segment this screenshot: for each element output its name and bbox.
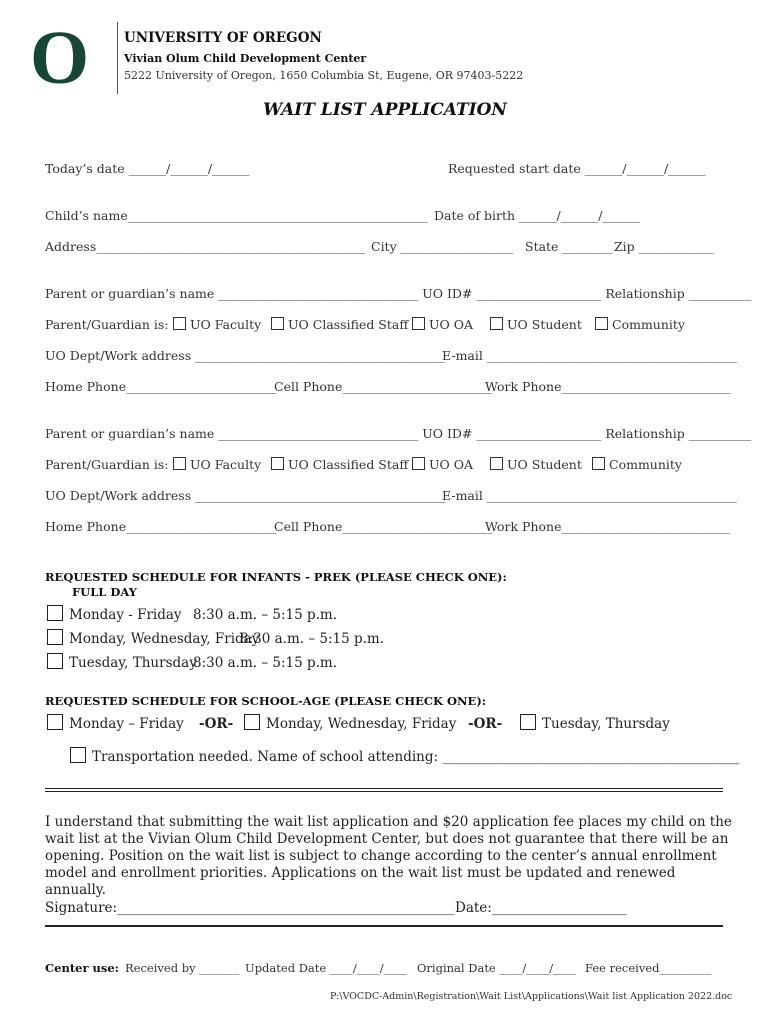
todays-date-field[interactable]: Today’s date ______/______/______ bbox=[45, 161, 250, 176]
school-option-mwf[interactable]: Monday, Wednesday, Friday bbox=[244, 714, 456, 732]
checkbox-icon[interactable] bbox=[490, 317, 503, 330]
infant-option-mon-fri[interactable]: Monday - Friday bbox=[47, 605, 182, 623]
checkbox-icon[interactable] bbox=[490, 457, 503, 470]
center-name: Vivian Olum Child Development Center bbox=[124, 52, 367, 65]
updated-date-field[interactable]: Updated Date ____/____/____ bbox=[245, 961, 407, 975]
guardian2-dept-field[interactable]: UO Dept/Work address ________________________________________ bbox=[45, 488, 446, 503]
guardian1-cell-phone-field[interactable]: Cell Phone________________________ bbox=[274, 379, 493, 394]
checkbox-icon[interactable] bbox=[595, 317, 608, 330]
guardian1-dept-field[interactable]: UO Dept/Work address ________________________________________ bbox=[45, 348, 446, 363]
guardian1-opt-community[interactable]: Community bbox=[595, 317, 685, 332]
acknowledgement-statement: I understand that submitting the wait list application and $20 application fee places my child on the wait list at the Vivian Olum Child Development Center, but does not guarantee that there will be an opening. Position on the wait list is subject to change according to the center’s annual enrollment model and enrollment priorities. Applications on the wait list must be updated and renewed annually. bbox=[45, 814, 732, 898]
checkbox-icon[interactable] bbox=[70, 747, 86, 763]
checkbox-icon[interactable] bbox=[47, 629, 63, 645]
checkbox-icon[interactable] bbox=[47, 714, 63, 730]
school-option-mon-fri[interactable]: Monday – Friday bbox=[47, 714, 184, 732]
infant-schedule-subheading: FULL DAY bbox=[72, 585, 137, 599]
university-name: UNIVERSITY OF OREGON bbox=[124, 30, 322, 46]
form-title: WAIT LIST APPLICATION bbox=[263, 100, 507, 120]
or-separator-2: -OR- bbox=[468, 716, 503, 732]
guardian2-name-field[interactable]: Parent or guardian’s name ________________________________ UO ID# ____________________ Relationship __________ bbox=[45, 426, 752, 441]
guardian1-work-phone-field[interactable]: Work Phone___________________________ bbox=[485, 379, 731, 394]
date-of-birth-field[interactable]: Date of birth ______/______/______ bbox=[434, 208, 640, 223]
checkbox-icon[interactable] bbox=[244, 714, 260, 730]
center-address: 5222 University of Oregon, 1650 Columbia St, Eugene, OR 97403-5222 bbox=[124, 69, 524, 82]
checkbox-icon[interactable] bbox=[173, 457, 186, 470]
school-option-tth[interactable]: Tuesday, Thursday bbox=[520, 714, 670, 732]
guardian1-opt-faculty[interactable]: UO Faculty bbox=[173, 317, 261, 332]
signature-date-field[interactable]: Date:____________________ bbox=[455, 900, 627, 916]
checkbox-icon[interactable] bbox=[412, 317, 425, 330]
checkbox-icon[interactable] bbox=[271, 317, 284, 330]
guardian1-status-label: Parent/Guardian is: bbox=[45, 317, 169, 332]
footer-divider bbox=[45, 925, 723, 927]
guardian1-email-field[interactable]: E-mail ________________________________________ bbox=[442, 348, 737, 363]
or-separator-1: -OR- bbox=[199, 716, 234, 732]
requested-start-field[interactable]: Requested start date ______/______/______ bbox=[448, 161, 706, 176]
city-field[interactable]: City __________________ bbox=[371, 239, 514, 254]
checkbox-icon[interactable] bbox=[412, 457, 425, 470]
child-name-field[interactable]: Child’s name________________________________________________ bbox=[45, 208, 428, 223]
transportation-option[interactable]: Transportation needed. Name of school attending: ____________________________________________ bbox=[70, 747, 739, 765]
checkbox-icon[interactable] bbox=[271, 457, 284, 470]
checkbox-icon[interactable] bbox=[47, 653, 63, 669]
state-field[interactable]: State ________ bbox=[525, 239, 613, 254]
infant-schedule-heading: REQUESTED SCHEDULE FOR INFANTS - PREK (PLEASE CHECK ONE): bbox=[45, 570, 507, 584]
guardian2-opt-oa[interactable]: UO OA bbox=[412, 457, 473, 472]
infant-time-mwf: 8:30 a.m. – 5:15 p.m. bbox=[240, 631, 385, 647]
guardian2-opt-classified[interactable]: UO Classified Staff bbox=[271, 457, 408, 472]
center-use-label: Center use: bbox=[45, 961, 119, 975]
guardian2-email-field[interactable]: E-mail ________________________________________ bbox=[442, 488, 737, 503]
received-by-field[interactable]: Received by _______ bbox=[125, 961, 240, 975]
guardian2-opt-faculty[interactable]: UO Faculty bbox=[173, 457, 261, 472]
checkbox-icon[interactable] bbox=[47, 605, 63, 621]
section-divider bbox=[45, 788, 723, 792]
guardian2-work-phone-field[interactable]: Work Phone___________________________ bbox=[485, 519, 731, 534]
address-field[interactable]: Address___________________________________________ bbox=[45, 239, 365, 254]
checkbox-icon[interactable] bbox=[520, 714, 536, 730]
guardian2-opt-community[interactable]: Community bbox=[592, 457, 682, 472]
checkbox-icon[interactable] bbox=[173, 317, 186, 330]
infant-time-tth: 8:30 a.m. – 5:15 p.m. bbox=[193, 655, 338, 671]
infant-option-tth[interactable]: Tuesday, Thursday bbox=[47, 653, 197, 671]
file-path: P:\VOCDC-Admin\Registration\Wait List\Applications\Wait list Application 2022.doc bbox=[330, 991, 733, 1002]
signature-field[interactable]: Signature:__________________________________________________ bbox=[45, 900, 455, 916]
guardian1-opt-classified[interactable]: UO Classified Staff bbox=[271, 317, 408, 332]
guardian2-home-phone-field[interactable]: Home Phone________________________ bbox=[45, 519, 277, 534]
infant-time-mon-fri: 8:30 a.m. – 5:15 p.m. bbox=[193, 607, 338, 623]
original-date-field[interactable]: Original Date ____/____/____ bbox=[417, 961, 577, 975]
zip-field[interactable]: Zip ____________ bbox=[614, 239, 714, 254]
guardian1-opt-student[interactable]: UO Student bbox=[490, 317, 582, 332]
school-schedule-heading: REQUESTED SCHEDULE FOR SCHOOL-AGE (PLEASE CHECK ONE): bbox=[45, 694, 487, 708]
guardian2-status-label: Parent/Guardian is: bbox=[45, 457, 169, 472]
guardian1-opt-oa[interactable]: UO OA bbox=[412, 317, 473, 332]
guardian2-cell-phone-field[interactable]: Cell Phone________________________ bbox=[274, 519, 493, 534]
header-divider bbox=[117, 22, 118, 94]
checkbox-icon[interactable] bbox=[592, 457, 605, 470]
guardian2-opt-student[interactable]: UO Student bbox=[490, 457, 582, 472]
guardian1-home-phone-field[interactable]: Home Phone________________________ bbox=[45, 379, 277, 394]
university-logo: O bbox=[30, 16, 90, 100]
infant-option-mwf[interactable]: Monday, Wednesday, Friday bbox=[47, 629, 259, 647]
fee-received-field[interactable]: Fee received_________ bbox=[585, 961, 712, 975]
guardian1-name-field[interactable]: Parent or guardian’s name ________________________________ UO ID# ____________________ Relationship __________ bbox=[45, 286, 752, 301]
